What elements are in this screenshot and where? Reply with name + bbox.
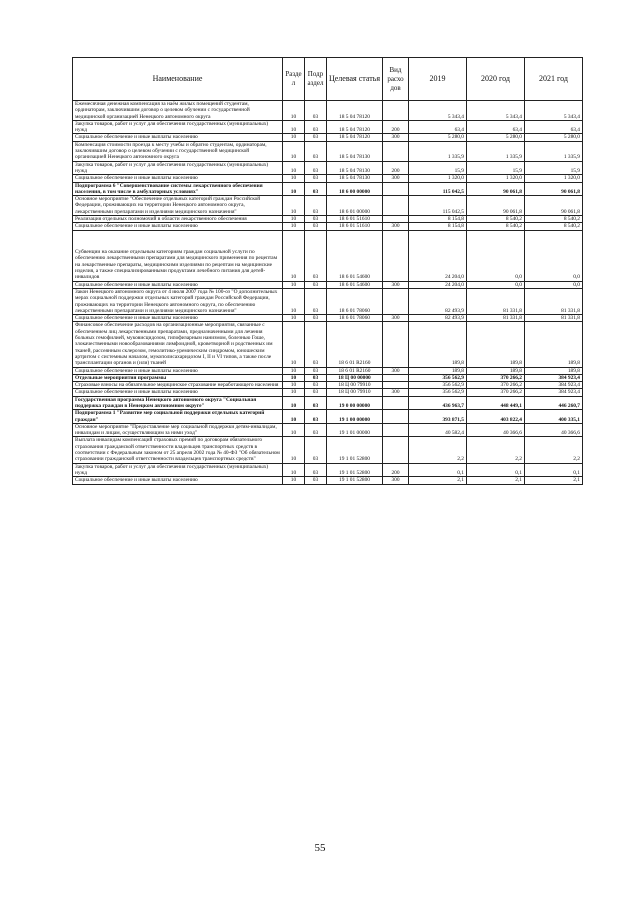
cell-2021: 1 335,9 <box>525 141 583 161</box>
cell-2020: 5 343,4 <box>467 101 525 121</box>
cell-2020: 90 061,8 <box>467 196 525 216</box>
cell-2019: 5 343,4 <box>409 101 467 121</box>
table-row <box>73 101 583 121</box>
cell-expense-type: 300 <box>383 175 409 182</box>
cell-expense-type <box>383 423 409 437</box>
cell-razdel: 10 <box>283 230 305 281</box>
cell-2020: 5 280,0 <box>467 134 525 141</box>
cell-razdel: 10 <box>283 315 305 322</box>
cell-podrazdel: 03 <box>305 423 327 437</box>
cell-razdel: 10 <box>283 161 305 175</box>
cell-expense-type: 300 <box>383 134 409 141</box>
cell-name: Отдельные мероприятия программы <box>73 374 283 381</box>
cell-2020: 2,1 <box>467 477 525 484</box>
cell-razdel: 10 <box>283 175 305 182</box>
cell-target-article: 19 1 01 52800 <box>327 477 383 484</box>
cell-target-article: 19 1 01 52800 <box>327 437 383 463</box>
cell-name: Закупка товаров, работ и услуг для обеспечения государственных (муниципальных) нужд <box>73 463 283 477</box>
cell-expense-type <box>383 410 409 424</box>
cell-2019: 356 562,9 <box>409 374 467 381</box>
cell-name: Социальное обеспечение и иные выплаты населению <box>73 367 283 374</box>
header-expense-type: Вид расхо дов <box>383 58 409 101</box>
cell-target-article: 18 Ц 00 79910 <box>327 389 383 396</box>
header-target-article: Целевая статья <box>327 58 383 101</box>
cell-2021: 81 331,8 <box>525 288 583 314</box>
cell-2019: 63,4 <box>409 120 467 134</box>
cell-target-article: 18 5 04 78120 <box>327 120 383 134</box>
cell-name: Финансовое обеспечение расходов на организационные мероприятия, связанные с обеспечением лиц лекарственными препаратами, предназначенными для лечения больных гемофилией, муковисцидозом, гипофизарным нанизмом, болезнью Гоше, злокачественными новообразованиями лимфоидной, кроветворной и родственных им тканей, рассеянным склерозом, гемолитико-уремическим синдромом, юношеским артритом с системным началом, мукополисахаридозом I, II и VI типов, а также после трансплантации органов и (или) тканей <box>73 322 283 367</box>
cell-2019: 24 204,0 <box>409 281 467 288</box>
cell-2019: 5 280,0 <box>409 134 467 141</box>
cell-2020: 403 822,4 <box>467 410 525 424</box>
cell-podrazdel: 03 <box>305 141 327 161</box>
cell-podrazdel: 03 <box>305 410 327 424</box>
cell-2019: 24 204,0 <box>409 230 467 281</box>
cell-2019: 2,2 <box>409 437 467 463</box>
header-year-2020: 2020 год <box>467 58 525 101</box>
table-row <box>73 141 583 161</box>
cell-2021: 5 343,4 <box>525 101 583 121</box>
cell-2020: 0,1 <box>467 463 525 477</box>
cell-2021: 1 320,0 <box>525 175 583 182</box>
cell-name: Страховые взносы на обязательное медицинское страхование неработающего населения <box>73 382 283 389</box>
cell-razdel: 10 <box>283 223 305 230</box>
cell-2020: 63,4 <box>467 120 525 134</box>
cell-expense-type: 200 <box>383 463 409 477</box>
cell-name: Ежемесячная денежная компенсация за наём жилых помещений студентам, ординаторам, заключившим договор о целевом обучении с государственной медицинской организацией Ненецкого автономного округа <box>73 101 283 121</box>
cell-2020: 8 540,2 <box>467 223 525 230</box>
cell-2021: 384 923,4 <box>525 374 583 381</box>
table-row <box>73 367 583 374</box>
cell-razdel: 10 <box>283 196 305 216</box>
cell-razdel: 10 <box>283 134 305 141</box>
cell-2020: 370 266,2 <box>467 382 525 389</box>
cell-2021: 384 923,4 <box>525 382 583 389</box>
cell-2021: 8 540,2 <box>525 216 583 223</box>
page-number: 55 <box>314 842 326 854</box>
cell-expense-type: 200 <box>383 161 409 175</box>
cell-2019: 115 042,5 <box>409 196 467 216</box>
cell-2019: 1 335,9 <box>409 141 467 161</box>
cell-2021: 0,0 <box>525 281 583 288</box>
cell-name: Социальное обеспечение и иные выплаты населению <box>73 477 283 484</box>
table-row <box>73 389 583 396</box>
cell-2019: 15,9 <box>409 161 467 175</box>
cell-razdel: 10 <box>283 374 305 381</box>
cell-2020: 189,8 <box>467 322 525 367</box>
cell-target-article: 18 5 04 78130 <box>327 161 383 175</box>
table-row <box>73 134 583 141</box>
cell-expense-type: 300 <box>383 281 409 288</box>
cell-razdel: 10 <box>283 477 305 484</box>
header-year-2019: 2019 <box>409 58 467 101</box>
cell-razdel: 10 <box>283 396 305 410</box>
cell-razdel: 10 <box>283 182 305 196</box>
cell-2021: 2,2 <box>525 437 583 463</box>
cell-podrazdel: 03 <box>305 134 327 141</box>
cell-2021: 384 923,4 <box>525 389 583 396</box>
cell-podrazdel: 03 <box>305 389 327 396</box>
cell-expense-type: 300 <box>383 389 409 396</box>
cell-2021: 0,1 <box>525 463 583 477</box>
cell-razdel: 10 <box>283 367 305 374</box>
cell-name: Компенсация стоимости проезда к месту учебы и обратно студентам, ординаторам, заключившим договор о целевом обучении с государственной медицинской организацией Ненецкого автономного округа <box>73 141 283 161</box>
cell-target-article: 18 6 01 54600 <box>327 230 383 281</box>
cell-expense-type <box>383 230 409 281</box>
cell-target-article: 18 6 00 00000 <box>327 182 383 196</box>
table-row <box>73 196 583 216</box>
cell-target-article: 18 6 01 78060 <box>327 315 383 322</box>
cell-target-article: 19 1 01 52800 <box>327 463 383 477</box>
cell-2020: 370 266,2 <box>467 389 525 396</box>
table-row <box>73 463 583 477</box>
cell-podrazdel: 03 <box>305 161 327 175</box>
cell-razdel: 10 <box>283 389 305 396</box>
cell-name: Выплата инвалидам компенсаций страховых премий по договорам обязательного страхования гражданской ответственности владельцев транспортных средств в соответствии с Федеральным законом от 25 апреля 2002 года № 40-ФЗ "Об обязательном страховании гражданской ответственности владельцев транспортных средств" <box>73 437 283 463</box>
cell-expense-type <box>383 322 409 367</box>
cell-razdel: 10 <box>283 322 305 367</box>
cell-razdel: 10 <box>283 410 305 424</box>
budget-table <box>72 57 583 485</box>
cell-2019: 40 582,4 <box>409 423 467 437</box>
cell-2020: 1 320,0 <box>467 175 525 182</box>
cell-2020: 370 266,2 <box>467 374 525 381</box>
cell-2020: 0,0 <box>467 230 525 281</box>
cell-2019: 436 963,7 <box>409 396 467 410</box>
cell-target-article: 18 5 04 78130 <box>327 141 383 161</box>
cell-target-article: 19 1 00 00000 <box>327 410 383 424</box>
table-row <box>73 382 583 389</box>
cell-podrazdel: 03 <box>305 477 327 484</box>
table-body <box>73 101 583 485</box>
cell-podrazdel: 03 <box>305 437 327 463</box>
cell-target-article: 18 5 04 78130 <box>327 175 383 182</box>
cell-2019: 2,1 <box>409 477 467 484</box>
cell-razdel: 10 <box>283 423 305 437</box>
cell-podrazdel: 03 <box>305 463 327 477</box>
cell-target-article: 18 5 04 78120 <box>327 101 383 121</box>
cell-name: Закупка товаров, работ и услуг для обеспечения государственных (муниципальных) нужд <box>73 120 283 134</box>
cell-2019: 356 562,9 <box>409 389 467 396</box>
cell-podrazdel: 03 <box>305 315 327 322</box>
cell-podrazdel: 03 <box>305 288 327 314</box>
cell-2019: 8 154,8 <box>409 223 467 230</box>
table-row <box>73 175 583 182</box>
cell-target-article: 18 Ц 00 79910 <box>327 382 383 389</box>
cell-2020: 81 331,8 <box>467 288 525 314</box>
cell-2021: 90 061,8 <box>525 182 583 196</box>
cell-podrazdel: 03 <box>305 182 327 196</box>
table-row <box>73 230 583 281</box>
cell-name: Подпрограмма 1 "Развитие мер социальной поддержки отдельных категорий граждан" <box>73 410 283 424</box>
cell-name: Социальное обеспечение и иные выплаты населению <box>73 389 283 396</box>
cell-2019: 189,8 <box>409 367 467 374</box>
cell-target-article: 19 1 01 00000 <box>327 423 383 437</box>
table-row <box>73 396 583 410</box>
cell-expense-type: 300 <box>383 315 409 322</box>
cell-expense-type <box>383 101 409 121</box>
cell-2019: 8 154,8 <box>409 216 467 223</box>
cell-2019: 393 871,5 <box>409 410 467 424</box>
cell-2020: 8 540,2 <box>467 216 525 223</box>
cell-razdel: 10 <box>283 141 305 161</box>
header-razdel: Разде л <box>283 58 305 101</box>
cell-target-article: 18 6 01 51610 <box>327 223 383 230</box>
cell-name: Закон Ненецкого автономного округа от 4 июля 2007 года № 100-оз "О дополнительных мерах социальной поддержки отдельных категорий граждан Российской Федерации, проживающих на территории Ненецкого автономного округа, по обеспечению лекарственными препаратами и изделиями медицинского назначения" <box>73 288 283 314</box>
cell-name: Закупка товаров, работ и услуг для обеспечения государственных (муниципальных) нужд <box>73 161 283 175</box>
cell-2021: 446 260,7 <box>525 396 583 410</box>
cell-2021: 5 280,0 <box>525 134 583 141</box>
cell-expense-type: 300 <box>383 223 409 230</box>
table-row <box>73 315 583 322</box>
cell-target-article: 18 Ц 00 00000 <box>327 374 383 381</box>
cell-2021: 2,1 <box>525 477 583 484</box>
cell-2019: 82 493,9 <box>409 288 467 314</box>
cell-podrazdel: 03 <box>305 322 327 367</box>
cell-2019: 0,1 <box>409 463 467 477</box>
cell-name: Социальное обеспечение и иные выплаты населению <box>73 315 283 322</box>
table-row <box>73 288 583 314</box>
cell-expense-type: 300 <box>383 477 409 484</box>
table-row <box>73 374 583 381</box>
cell-2019: 82 493,9 <box>409 315 467 322</box>
cell-2021: 15,9 <box>525 161 583 175</box>
cell-podrazdel: 03 <box>305 396 327 410</box>
cell-target-article: 18 6 01 78060 <box>327 288 383 314</box>
cell-expense-type <box>383 288 409 314</box>
cell-expense-type <box>383 196 409 216</box>
table-row <box>73 281 583 288</box>
cell-2021: 189,8 <box>525 322 583 367</box>
cell-name: Социальное обеспечение и иные выплаты населению <box>73 134 283 141</box>
cell-podrazdel: 03 <box>305 101 327 121</box>
cell-2020: 15,9 <box>467 161 525 175</box>
cell-razdel: 10 <box>283 216 305 223</box>
cell-2019: 189,8 <box>409 322 467 367</box>
cell-2021: 8 540,2 <box>525 223 583 230</box>
cell-podrazdel: 03 <box>305 281 327 288</box>
cell-podrazdel: 03 <box>305 196 327 216</box>
cell-2020: 1 335,9 <box>467 141 525 161</box>
cell-name: Субвенции на оказание отдельным категориям граждан социальной услуги по обеспечению лекарственными препаратами для медицинского применения по рецептам на лекарственные препараты, медицинскими изделиями по рецептам на медицинские изделия, а также специализированными продуктами лечебного питания для детей-инвалидов <box>73 230 283 281</box>
cell-2020: 0,0 <box>467 281 525 288</box>
cell-razdel: 10 <box>283 437 305 463</box>
cell-podrazdel: 03 <box>305 223 327 230</box>
cell-podrazdel: 03 <box>305 367 327 374</box>
cell-2021: 189,8 <box>525 367 583 374</box>
table-row <box>73 182 583 196</box>
cell-podrazdel: 03 <box>305 382 327 389</box>
cell-name: Основное мероприятие "Предоставление мер социальной поддержки детям-инвалидам, инвалидам и лицам, осуществляющим за ними уход" <box>73 423 283 437</box>
cell-razdel: 10 <box>283 281 305 288</box>
table-header <box>73 58 583 101</box>
cell-name: Государственная программа Ненецкого автономного округа "Социальная поддержка граждан в Ненецком автономном округе" <box>73 396 283 410</box>
cell-2020: 448 449,1 <box>467 396 525 410</box>
cell-2020: 40 366,6 <box>467 423 525 437</box>
header-year-2021: 2021 год <box>525 58 583 101</box>
cell-expense-type <box>383 374 409 381</box>
cell-target-article: 18 6 01 R2160 <box>327 367 383 374</box>
header-name: Наименование <box>73 58 283 101</box>
cell-2020: 2,2 <box>467 437 525 463</box>
cell-2019: 1 320,0 <box>409 175 467 182</box>
cell-expense-type <box>383 396 409 410</box>
cell-2020: 90 061,8 <box>467 182 525 196</box>
cell-expense-type: 200 <box>383 120 409 134</box>
cell-target-article: 18 6 01 54600 <box>327 281 383 288</box>
cell-razdel: 10 <box>283 101 305 121</box>
cell-target-article: 18 6 01 R2160 <box>327 322 383 367</box>
cell-target-article: 18 6 01 51610 <box>327 216 383 223</box>
cell-name: Социальное обеспечение и иные выплаты населению <box>73 281 283 288</box>
header-podrazdel: Подр аздел <box>305 58 327 101</box>
cell-podrazdel: 03 <box>305 374 327 381</box>
cell-target-article: 19 0 00 00000 <box>327 396 383 410</box>
cell-2021: 81 331,8 <box>525 315 583 322</box>
cell-razdel: 10 <box>283 463 305 477</box>
table-row <box>73 477 583 484</box>
cell-2021: 0,0 <box>525 230 583 281</box>
table-row <box>73 423 583 437</box>
cell-expense-type: 300 <box>383 367 409 374</box>
cell-target-article: 18 6 01 00000 <box>327 196 383 216</box>
cell-expense-type <box>383 437 409 463</box>
cell-2021: 63,4 <box>525 120 583 134</box>
cell-expense-type <box>383 382 409 389</box>
cell-name: Социальное обеспечение и иные выплаты населению <box>73 223 283 230</box>
cell-podrazdel: 03 <box>305 120 327 134</box>
cell-2021: 90 061,8 <box>525 196 583 216</box>
cell-expense-type <box>383 182 409 196</box>
cell-2019: 115 042,5 <box>409 182 467 196</box>
cell-razdel: 10 <box>283 288 305 314</box>
cell-expense-type <box>383 141 409 161</box>
cell-podrazdel: 03 <box>305 230 327 281</box>
cell-name: Социальное обеспечение и иные выплаты населению <box>73 175 283 182</box>
cell-2019: 356 562,9 <box>409 382 467 389</box>
table-row <box>73 437 583 463</box>
table-row <box>73 322 583 367</box>
cell-razdel: 10 <box>283 382 305 389</box>
cell-name: Подпрограмма 6 "Совершенствование системы лекарственного обеспечения населения, в том числе в амбулаторных условиях" <box>73 182 283 196</box>
cell-razdel: 10 <box>283 120 305 134</box>
cell-name: Основное мероприятие "Обеспечение отдельных категорий граждан Российской Федерации, проживающих на территории Ненецкого автономного округа, лекарственными препаратами и изделиями медицинского назначения" <box>73 196 283 216</box>
cell-name: Реализация отдельных полномочий в области лекарственного обеспечения <box>73 216 283 223</box>
table-row <box>73 410 583 424</box>
table-row <box>73 216 583 223</box>
cell-target-article: 18 5 04 78120 <box>327 134 383 141</box>
cell-2020: 189,8 <box>467 367 525 374</box>
cell-2021: 400 335,1 <box>525 410 583 424</box>
cell-podrazdel: 03 <box>305 216 327 223</box>
cell-2021: 40 366,6 <box>525 423 583 437</box>
cell-2020: 81 331,8 <box>467 315 525 322</box>
table-row <box>73 120 583 134</box>
table-row <box>73 223 583 230</box>
table-row <box>73 161 583 175</box>
cell-expense-type <box>383 216 409 223</box>
cell-podrazdel: 03 <box>305 175 327 182</box>
